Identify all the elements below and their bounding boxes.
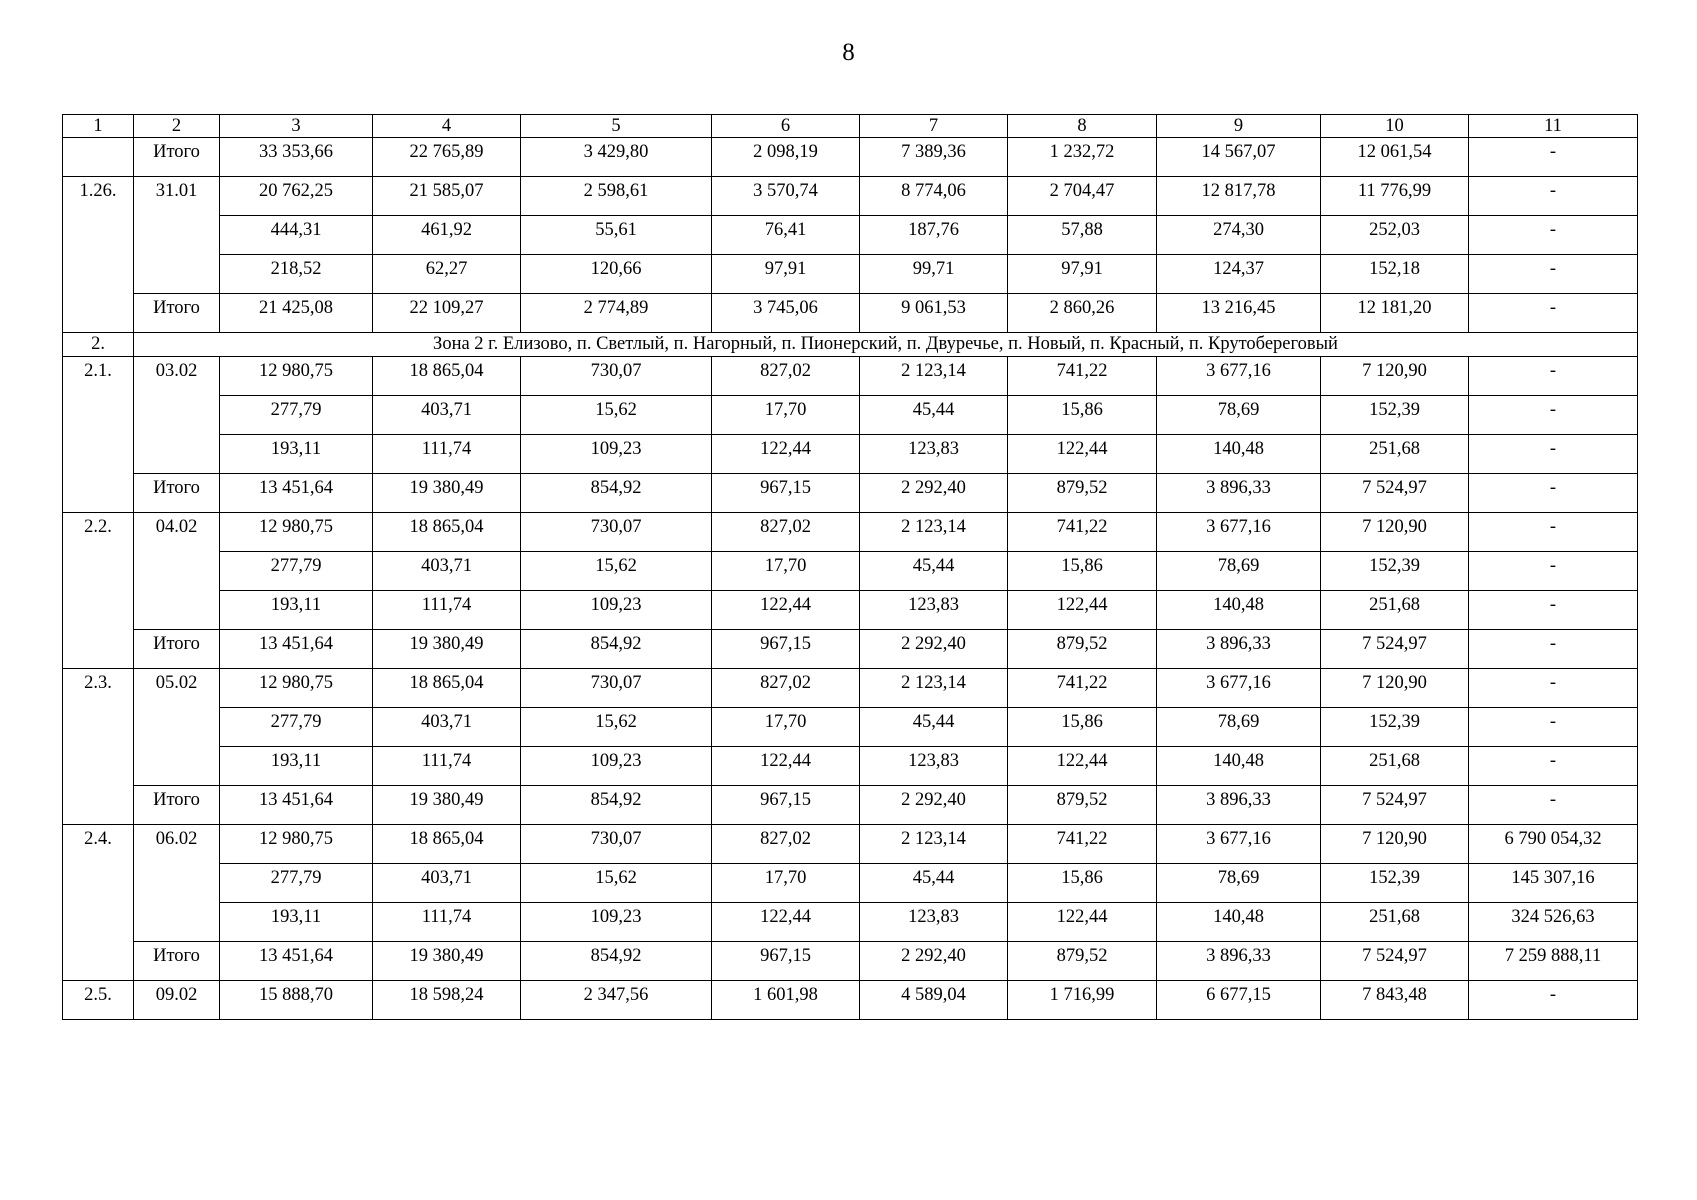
table-cell: 252,03	[1321, 216, 1469, 255]
table-cell: 1 601,98	[712, 981, 860, 1020]
row-date: Итого	[134, 294, 220, 333]
table-cell: 14 567,07	[1157, 138, 1321, 177]
table-cell: 2 774,89	[521, 294, 712, 333]
table-cell: 967,15	[712, 630, 860, 669]
table-cell: 21 585,07	[373, 177, 521, 216]
table-cell: 11 776,99	[1321, 177, 1469, 216]
table-cell: 140,48	[1157, 591, 1321, 630]
table-cell: 15,62	[521, 864, 712, 903]
table-cell: 3 570,74	[712, 177, 860, 216]
table-cell: 2 098,19	[712, 138, 860, 177]
row-number: 2.1.	[63, 357, 134, 513]
table-cell: 2 598,61	[521, 177, 712, 216]
table-cell: -	[1469, 552, 1638, 591]
table-cell: 251,68	[1321, 591, 1469, 630]
table-cell: -	[1469, 708, 1638, 747]
page-number: 8	[842, 39, 855, 66]
table-cell: 13 451,64	[220, 942, 373, 981]
table-cell: 111,74	[373, 747, 521, 786]
row-date: Итого	[134, 786, 220, 825]
header-cell: 9	[1157, 115, 1321, 138]
table-cell: 145 307,16	[1469, 864, 1638, 903]
table-cell: 111,74	[373, 903, 521, 942]
header-cell: 3	[220, 115, 373, 138]
table-cell: 122,44	[1008, 435, 1157, 474]
row-date: Итого	[134, 474, 220, 513]
table-cell: 12 061,54	[1321, 138, 1469, 177]
table-cell: 2 123,14	[860, 825, 1008, 864]
table-cell: -	[1469, 474, 1638, 513]
header-cell: 4	[373, 115, 521, 138]
table-cell: 854,92	[521, 786, 712, 825]
table-cell: 55,61	[521, 216, 712, 255]
table-cell: 274,30	[1157, 216, 1321, 255]
table-cell: -	[1469, 396, 1638, 435]
table-cell: 15,86	[1008, 552, 1157, 591]
zone-row	[63, 333, 1638, 357]
header-cell: 2	[134, 115, 220, 138]
header-cell: 8	[1008, 115, 1157, 138]
table-cell: 3 677,16	[1157, 825, 1321, 864]
table-cell: 277,79	[220, 552, 373, 591]
table-cell: -	[1469, 591, 1638, 630]
table-cell: 122,44	[712, 591, 860, 630]
table-row	[63, 864, 1638, 903]
table-cell: -	[1469, 255, 1638, 294]
table-cell: 45,44	[860, 552, 1008, 591]
table-cell: 123,83	[860, 747, 1008, 786]
table-row	[63, 981, 1638, 1020]
zone-title: Зона 2 г. Елизово, п. Светлый, п. Нагорный, п. Пионерский, п. Двуречье, п. Новый, п. Красный, п. Крутобереговый	[134, 333, 1638, 357]
table-cell: 120,66	[521, 255, 712, 294]
table-cell: 7 524,97	[1321, 942, 1469, 981]
table-cell: 187,76	[860, 216, 1008, 255]
table-cell: 193,11	[220, 747, 373, 786]
table-cell: 15 888,70	[220, 981, 373, 1020]
table-cell: -	[1469, 216, 1638, 255]
table-cell: 403,71	[373, 864, 521, 903]
table-row	[63, 903, 1638, 942]
table-cell: 967,15	[712, 786, 860, 825]
table-cell: 124,37	[1157, 255, 1321, 294]
table-cell: 3 677,16	[1157, 669, 1321, 708]
table-cell: 7 524,97	[1321, 786, 1469, 825]
table-cell: 152,18	[1321, 255, 1469, 294]
table-cell: 879,52	[1008, 630, 1157, 669]
table-cell: -	[1469, 435, 1638, 474]
table-cell: 251,68	[1321, 903, 1469, 942]
table-cell: 827,02	[712, 357, 860, 396]
table-cell: 122,44	[712, 747, 860, 786]
table-cell: 78,69	[1157, 708, 1321, 747]
table-cell: 741,22	[1008, 357, 1157, 396]
table-cell: 123,83	[860, 903, 1008, 942]
table-cell: -	[1469, 294, 1638, 333]
table-cell: 22 109,27	[373, 294, 521, 333]
table-cell: 2 292,40	[860, 630, 1008, 669]
table-row	[63, 630, 1638, 669]
table-cell: 827,02	[712, 669, 860, 708]
table-cell: 19 380,49	[373, 786, 521, 825]
table-cell: 122,44	[712, 435, 860, 474]
table-cell: 19 380,49	[373, 942, 521, 981]
table-cell: 8 774,06	[860, 177, 1008, 216]
table-cell: 97,91	[712, 255, 860, 294]
table-cell: 827,02	[712, 825, 860, 864]
table-cell: 277,79	[220, 708, 373, 747]
table-cell: 152,39	[1321, 552, 1469, 591]
table-cell: -	[1469, 177, 1638, 216]
table-cell: 193,11	[220, 591, 373, 630]
row-number: 2.3.	[63, 669, 134, 825]
table-cell: 6 677,15	[1157, 981, 1321, 1020]
table-cell: 251,68	[1321, 435, 1469, 474]
row-date: 04.02	[134, 513, 220, 630]
table-row	[63, 474, 1638, 513]
table-cell: 18 598,24	[373, 981, 521, 1020]
table-cell: 2 860,26	[1008, 294, 1157, 333]
table-row	[63, 177, 1638, 216]
header-cell: 11	[1469, 115, 1638, 138]
table-cell: 6 790 054,32	[1469, 825, 1638, 864]
table-cell: 403,71	[373, 552, 521, 591]
table-cell: 967,15	[712, 474, 860, 513]
table-cell: 7 120,90	[1321, 513, 1469, 552]
table-cell: 2 704,47	[1008, 177, 1157, 216]
row-date: Итого	[134, 630, 220, 669]
table-cell: 17,70	[712, 552, 860, 591]
table-cell: 461,92	[373, 216, 521, 255]
table-row	[63, 747, 1638, 786]
row-date: 06.02	[134, 825, 220, 942]
table-cell: 122,44	[1008, 903, 1157, 942]
table-cell: 111,74	[373, 435, 521, 474]
table-cell: 1 716,99	[1008, 981, 1157, 1020]
table-cell: 45,44	[860, 708, 1008, 747]
header-cell: 1	[63, 115, 134, 138]
row-date: 03.02	[134, 357, 220, 474]
table-cell: 879,52	[1008, 474, 1157, 513]
table-cell: 99,71	[860, 255, 1008, 294]
row-date: 05.02	[134, 669, 220, 786]
row-date: 09.02	[134, 981, 220, 1020]
table-cell: 3 745,06	[712, 294, 860, 333]
table-cell: 12 181,20	[1321, 294, 1469, 333]
table-cell: 57,88	[1008, 216, 1157, 255]
header-cell: 5	[521, 115, 712, 138]
table-cell: 730,07	[521, 357, 712, 396]
row-number: 1.26.	[63, 177, 134, 333]
table-cell: 76,41	[712, 216, 860, 255]
table-row	[63, 294, 1638, 333]
zone-number: 2.	[63, 333, 134, 357]
table-cell: 324 526,63	[1469, 903, 1638, 942]
table-cell: 15,62	[521, 552, 712, 591]
row-date: Итого	[134, 138, 220, 177]
table-cell: -	[1469, 357, 1638, 396]
table-cell: 879,52	[1008, 786, 1157, 825]
table-cell: 33 353,66	[220, 138, 373, 177]
table-cell: 13 451,64	[220, 474, 373, 513]
table-cell: 140,48	[1157, 435, 1321, 474]
row-number: 2.5.	[63, 981, 134, 1020]
table-cell: 15,62	[521, 708, 712, 747]
table-row	[63, 708, 1638, 747]
table-cell: 2 123,14	[860, 513, 1008, 552]
table-cell: 13 451,64	[220, 786, 373, 825]
table-cell: 122,44	[712, 903, 860, 942]
table-cell: 3 896,33	[1157, 942, 1321, 981]
table-cell: 193,11	[220, 435, 373, 474]
table-cell: 7 843,48	[1321, 981, 1469, 1020]
table-row	[63, 942, 1638, 981]
table-cell: 2 292,40	[860, 942, 1008, 981]
table-cell: 7 524,97	[1321, 630, 1469, 669]
table-row	[63, 825, 1638, 864]
table-cell: 3 677,16	[1157, 513, 1321, 552]
table-cell: 19 380,49	[373, 474, 521, 513]
table-cell: 45,44	[860, 864, 1008, 903]
table-cell: 122,44	[1008, 747, 1157, 786]
table-cell: -	[1469, 138, 1638, 177]
table-cell: 21 425,08	[220, 294, 373, 333]
table-cell: 879,52	[1008, 942, 1157, 981]
table-cell: 741,22	[1008, 669, 1157, 708]
table-cell: 7 120,90	[1321, 357, 1469, 396]
table-cell: 123,83	[860, 591, 1008, 630]
table-cell: 444,31	[220, 216, 373, 255]
table-cell: 109,23	[521, 747, 712, 786]
table-cell: 12 980,75	[220, 825, 373, 864]
table-cell: 12 980,75	[220, 513, 373, 552]
table-cell: 3 896,33	[1157, 786, 1321, 825]
header-row	[63, 115, 1638, 138]
table-cell: 45,44	[860, 396, 1008, 435]
table-cell: 62,27	[373, 255, 521, 294]
table-cell: 967,15	[712, 942, 860, 981]
row-date: Итого	[134, 942, 220, 981]
table-cell: 277,79	[220, 864, 373, 903]
table-cell: 854,92	[521, 474, 712, 513]
table-cell: 2 292,40	[860, 786, 1008, 825]
table-cell: -	[1469, 981, 1638, 1020]
table-cell: 403,71	[373, 396, 521, 435]
table-cell: 111,74	[373, 591, 521, 630]
table-cell: 730,07	[521, 669, 712, 708]
table-cell: 854,92	[521, 942, 712, 981]
table-cell: 12 980,75	[220, 357, 373, 396]
table-cell: 7 389,36	[860, 138, 1008, 177]
table-cell: 15,86	[1008, 396, 1157, 435]
table-cell: 1 232,72	[1008, 138, 1157, 177]
table-cell: 3 429,80	[521, 138, 712, 177]
table-cell: 18 865,04	[373, 513, 521, 552]
table-cell: 18 865,04	[373, 669, 521, 708]
table-row	[63, 513, 1638, 552]
table-row	[63, 552, 1638, 591]
table-cell: 2 123,14	[860, 357, 1008, 396]
table-cell: 218,52	[220, 255, 373, 294]
table-cell: 18 865,04	[373, 357, 521, 396]
table-cell: 152,39	[1321, 396, 1469, 435]
table-cell: 7 524,97	[1321, 474, 1469, 513]
table-cell: 3 896,33	[1157, 630, 1321, 669]
table-cell: 403,71	[373, 708, 521, 747]
table-row	[63, 255, 1638, 294]
table-cell: 7 259 888,11	[1469, 942, 1638, 981]
row-date: 31.01	[134, 177, 220, 294]
table-cell: 9 061,53	[860, 294, 1008, 333]
table-cell: 854,92	[521, 630, 712, 669]
header-cell: 10	[1321, 115, 1469, 138]
table-cell: -	[1469, 669, 1638, 708]
table-cell: 15,62	[521, 396, 712, 435]
table-row	[63, 138, 1638, 177]
table-cell: 17,70	[712, 708, 860, 747]
table-cell: 20 762,25	[220, 177, 373, 216]
table-cell: 730,07	[521, 513, 712, 552]
table-cell: 827,02	[712, 513, 860, 552]
table-cell: 2 347,56	[521, 981, 712, 1020]
table-cell: -	[1469, 630, 1638, 669]
table-row	[63, 216, 1638, 255]
table-cell: 730,07	[521, 825, 712, 864]
table-cell: 97,91	[1008, 255, 1157, 294]
table-cell: 152,39	[1321, 708, 1469, 747]
table-cell: 78,69	[1157, 552, 1321, 591]
header-cell: 6	[712, 115, 860, 138]
table-cell: 15,86	[1008, 708, 1157, 747]
table-cell: 193,11	[220, 903, 373, 942]
table-cell: 12 980,75	[220, 669, 373, 708]
table-cell: 78,69	[1157, 396, 1321, 435]
table-cell: 109,23	[521, 591, 712, 630]
table-cell: 22 765,89	[373, 138, 521, 177]
table-cell: 13 216,45	[1157, 294, 1321, 333]
table-cell: 140,48	[1157, 903, 1321, 942]
header-cell: 7	[860, 115, 1008, 138]
table-cell: 2 123,14	[860, 669, 1008, 708]
table-row	[63, 591, 1638, 630]
table-cell: 109,23	[521, 435, 712, 474]
table-cell: 12 817,78	[1157, 177, 1321, 216]
data-table	[62, 114, 1638, 1020]
table-cell: 741,22	[1008, 513, 1157, 552]
table-cell: 152,39	[1321, 864, 1469, 903]
table-cell: -	[1469, 747, 1638, 786]
table-cell: 15,86	[1008, 864, 1157, 903]
table-cell: 13 451,64	[220, 630, 373, 669]
table-cell: 3 896,33	[1157, 474, 1321, 513]
table-cell: 741,22	[1008, 825, 1157, 864]
table-body	[63, 115, 1638, 1020]
table-cell: 277,79	[220, 396, 373, 435]
table-row	[63, 669, 1638, 708]
table-cell: 17,70	[712, 396, 860, 435]
table-row	[63, 786, 1638, 825]
table-cell: -	[1469, 786, 1638, 825]
table-cell: 4 589,04	[860, 981, 1008, 1020]
table-cell: 19 380,49	[373, 630, 521, 669]
row-number	[63, 138, 134, 177]
table-row	[63, 357, 1638, 396]
table-cell: 251,68	[1321, 747, 1469, 786]
table-cell: 140,48	[1157, 747, 1321, 786]
table-cell: -	[1469, 513, 1638, 552]
table-cell: 18 865,04	[373, 825, 521, 864]
table-cell: 123,83	[860, 435, 1008, 474]
row-number: 2.4.	[63, 825, 134, 981]
table-cell: 122,44	[1008, 591, 1157, 630]
table-row	[63, 435, 1638, 474]
table-row	[63, 396, 1638, 435]
row-number: 2.2.	[63, 513, 134, 669]
table-cell: 7 120,90	[1321, 669, 1469, 708]
table-cell: 7 120,90	[1321, 825, 1469, 864]
table-cell: 78,69	[1157, 864, 1321, 903]
table-cell: 109,23	[521, 903, 712, 942]
table-cell: 17,70	[712, 864, 860, 903]
table-cell: 2 292,40	[860, 474, 1008, 513]
table-cell: 3 677,16	[1157, 357, 1321, 396]
